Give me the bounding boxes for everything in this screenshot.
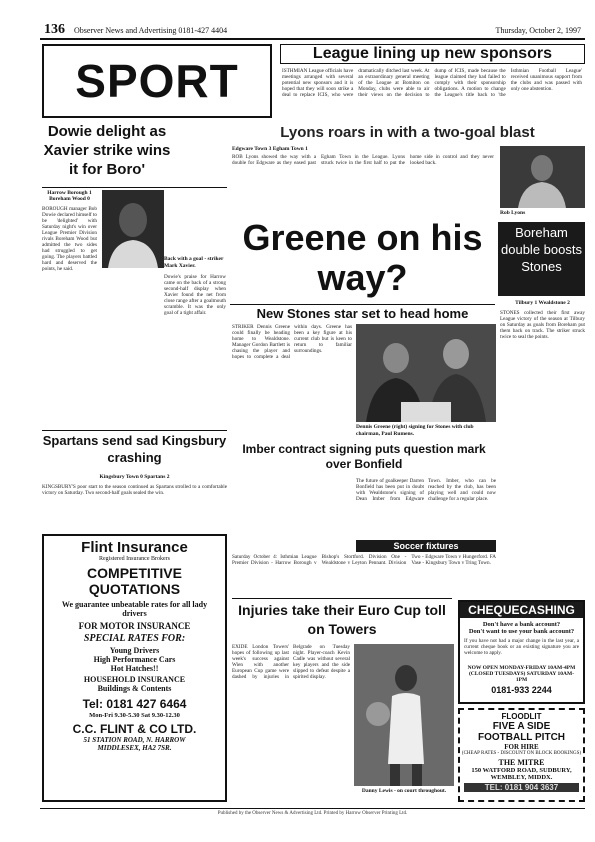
greene-caption: Dennis Greene (right) signing for Stones with club chairman, Paul Rumens. [356,424,474,437]
league-headline-box [280,44,585,64]
issue-date: Thursday, October 2, 1997 [495,26,581,35]
flint-special: SPECIAL RATES FOR: [83,633,186,644]
danny-lewis-photo [354,644,454,786]
flint-quotations: QUOTATIONS [88,581,181,597]
greene-headline-box [230,218,495,300]
flint-household: HOUSEHOLD INSURANCE [83,675,186,684]
flint-tel: Tel: 0181 427 6464 [82,697,187,711]
imber-article: The future of goalkeeper Darren Bonfield has been put in doubt with Wealdstone's signing of Dean Imber from Edgware Town. Imber, who can be reached by the club, has been playing well and could now challenge for a regular place. [356,478,496,502]
dowie-article: BOROUGH manager Bob Dowie declared himself to be 'delighted' with Saturday night's win over League Premier Division rivals Boreham Wood but admitted the two sides had struggled to get going. The players battled hard and deserved the points, he said. [42,206,97,272]
flint-buildings: Buildings & Contents [97,684,172,693]
floodlit-address: 150 WATFORD ROAD, SUDBURY, [471,767,572,774]
boreham-headline-box [498,222,585,296]
flint-title: Flint Insurance [81,539,188,556]
imber-headline-box [232,442,496,476]
spartans-article: KINGSBURY'S poor start to the season continued as Spartans strolled to a comfortable victory on Saturday. Two second-half goals sealed the win. [42,484,227,496]
flint-hot: Hot Hatches!! [110,664,159,673]
greene-photo [356,324,496,422]
floodlit-venue: THE MITRE [498,758,545,767]
xavier-caption: Back with a goal - striker Mark Xavier. [164,256,224,269]
flint-young: Young Drivers [109,646,160,655]
lyons-photo [500,146,585,208]
greene-article: STRIKER Dennis Greene could finally be heading home to Wealdstone. Manager Gordon Bartlett is chasing the player and hopes to complete a deal within days. Greene has been a key figure at his current club but is keen to return to familiar surroundings. [232,324,352,360]
flint-motor: FOR MOTOR INSURANCE [78,621,191,631]
flint-address-2: MIDDLESEX, HA2 7SR. [97,744,172,752]
greene-subhead: New Stones star set to head home [256,306,469,321]
lyons-score: Edgware Town 3 Egham Town 1 [232,146,308,152]
flint-hours: Mon-Fri 9.30-5.30 Sat 9.30-12.30 [89,712,180,719]
cheque-hours: NOW OPEN MONDAY-FRIDAY 10AM-4PM (CLOSED TUESDAYS) SATURDAY 10AM-1PM [467,665,576,683]
dowie-side-article: Dowie's praise for Harrow came on the back of a strong second-half display when Xavier found the net from close range after a goalmouth scramble. It was the only goal of a tight affair. [164,274,226,316]
floodlit-title-1: FIVE A SIDE [492,721,551,732]
lyons-caption: Rob Lyons [500,210,526,216]
euro-headline: Injuries take their Euro Cup toll on Towers [238,602,446,637]
spartans-headline: Spartans send sad Kingsbury crashing [42,433,227,465]
league-article: ISTHMIAN League officials have meetings arranged with several potential new sponsors and it is hoped that they will soon strike a deal to replace ICIS, who were dramatically ditched last week. At an extraordinary general meeting of the League at Bomiton on Monday, clubs were able to air their views on the decision to dump of ICIS, made because the league claimed they had failed to comply with their sponsorship obligations. A motion to change the League's title back to 'the Isthmian Football League' received unanimous support from the clubs and was passed with only one abstention. [282,68,582,98]
boreham-article: STONES collected their first away League victory of the season at Tilbury on Saturday as goals from Boreham put them back on track. The striker struck twice to seal the points. [500,310,585,340]
greene-headline: Greene on his way? [242,217,483,298]
flint-company: C.C. FLINT & CO LTD. [72,722,197,736]
euro-headline-box [232,598,452,642]
floodlit-hire: FOR HIRE [504,743,539,751]
chequecashing-ad [458,600,585,704]
soccer-fixtures-list: Saturday October 4: Isthmian League Premier Division - Harrow Borough v Bishop's Stortford. Division One - Wealdstone v Leyton Pennant. Division Two - Edgware Town v Hungerford. FA Vase - Kingsbury Town v Tring Town. [232,554,496,566]
cheque-line-1: Don't have a bank account? [482,621,561,628]
cheque-line-2: Don't want to use your bank account? [468,628,575,635]
flint-insurance-ad [42,534,227,802]
publication-name: Observer News and Advertising 0181-427 4404 [74,26,228,35]
floodlit-tel: TEL: 0181 904 3637 [464,783,579,792]
lyons-headline-box [230,122,585,144]
floodlit-header: FLOODLIT [501,712,542,721]
league-headline: League lining up new sponsors [312,45,553,62]
dowie-headline-box [42,122,172,184]
dowie-headline: Dowie delight as Xavier strike wins it for Boro' [43,123,171,178]
newspaper-page [40,22,585,822]
floodlit-town: WEMBLEY, MIDDX. [490,774,553,781]
flint-address-1: 51 STATION ROAD, N. HARROW [83,736,186,744]
dowie-score: Harrow Borough 1 Boreham Wood 0 [47,190,92,202]
flint-competitive: COMPETITIVE [87,565,182,581]
spartans-rule [42,430,227,431]
xavier-photo [102,190,164,268]
cheque-title: CHEQUECASHING [460,602,583,618]
lyons-headline: Lyons roars in with a two-goal blast [280,124,535,141]
cheque-body: If you have not had a major change in the last year, a current cheque book or an existing signature you are welcome to apply. [464,638,579,656]
dowie-rule [42,187,227,188]
flint-high: High Performance Cars [93,655,176,664]
soccer-fixtures-header [356,540,496,552]
greene-subhead-box [230,304,495,322]
danny-lewis-caption: Danny Lewis - on court throughout. [361,788,447,794]
page-number: 136 [44,22,65,37]
section-title: SPORT [42,44,272,118]
cheque-phone: 0181-933 2244 [491,685,552,695]
floodlit-ad [458,708,585,802]
flint-guarantee: We guarantee unbeatable rates for all lady drivers [61,600,208,618]
folio-bar [40,22,585,40]
imber-headline: Imber contract signing puts question mark over Bonfield [242,442,486,471]
flint-subtitle: Registered Insurance Brokers [99,556,170,562]
spartans-score: Kingsbury Town 0 Spartans 2 [99,474,170,480]
floodlit-title-2: FOOTBALL PITCH [477,732,566,743]
lyons-article: ROB Lyons showed the way with a double for Edgware as they eased past Egham Town in the League. Lyons struck twice in the first half to put the home side in control and they never looked back. [232,154,494,166]
boreham-score: Tilbury 1 Wealdstone 2 [515,300,570,306]
floodlit-rates: (CHEAP RATES - DISCOUNT ON BLOCK BOOKINGS) [461,751,582,756]
euro-article: EXIDE London Towers' hopes of following up last week's success against Wien with another European Cup game were dashed by injuries in Belgrade on Tuesday night. Player-coach Kevin Cadle was without several key players and the side slipped to defeat despite a spirited display. [232,644,350,680]
spartans-headline-box [42,432,227,472]
page-footer: Published by the Observer News & Advertising Ltd. Printed by Harrow Observer Printing Ltd. [40,808,585,818]
soccer-fixtures-heading: Soccer fixtures [393,541,459,551]
boreham-headline: Boreham double boosts Stones [501,225,582,274]
